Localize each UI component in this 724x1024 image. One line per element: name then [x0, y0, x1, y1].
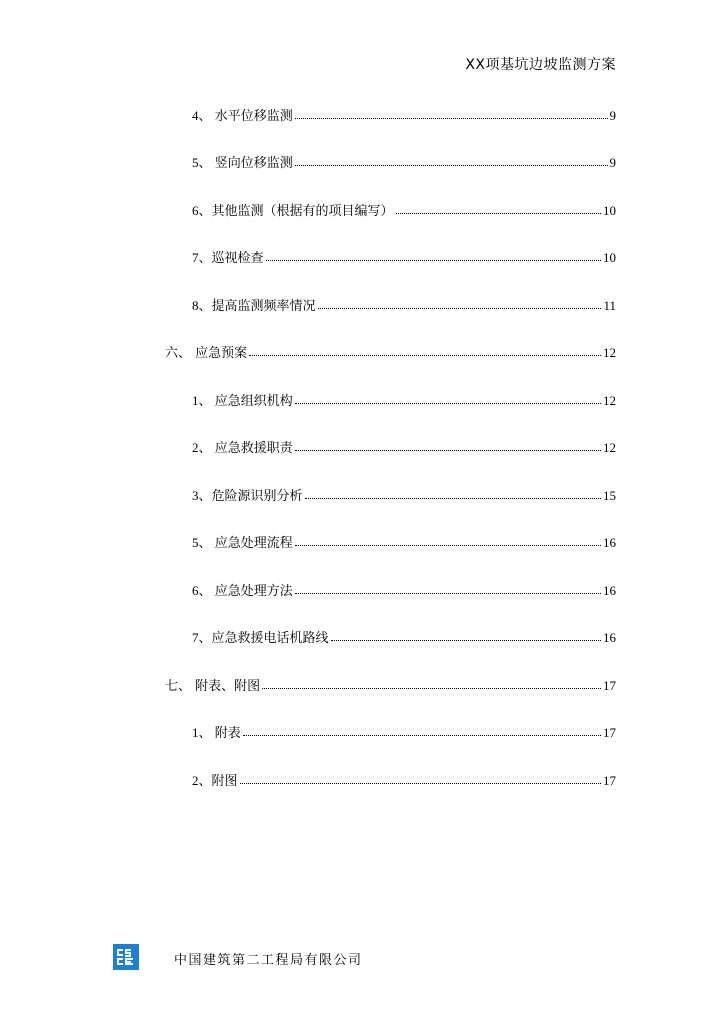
toc-leader-dots — [249, 355, 601, 356]
toc-entry-page: 11 — [603, 298, 616, 313]
toc-entry-title: 应急预案 — [195, 346, 248, 361]
toc-entry-title: 水平位移监测 — [214, 109, 293, 124]
toc-entry-number: 7、 — [192, 630, 212, 645]
header-title: XX项基坑边坡监测方案 — [465, 57, 616, 73]
cscec-logo-icon — [113, 944, 139, 970]
toc-leader-dots — [240, 783, 601, 784]
toc-entry-number: 七、 — [165, 679, 196, 694]
toc-leader-dots — [262, 688, 601, 689]
toc-entry-title: 危险源识别分析 — [211, 489, 303, 504]
toc-entry-page: 16 — [603, 535, 616, 550]
toc-entry-number: 4、 — [192, 108, 215, 123]
toc-leader-dots — [243, 735, 601, 736]
toc-entry-page: 9 — [609, 155, 616, 170]
toc-entry-number: 8、 — [192, 298, 212, 313]
toc-entry-number: 5、 — [192, 155, 215, 170]
toc-entry-number: 1、 — [192, 725, 215, 740]
toc-entry-title: 附图 — [211, 774, 238, 789]
toc-entry-page: 17 — [603, 773, 616, 788]
toc-entry[interactable] — [192, 294, 616, 314]
toc-entry-page: 17 — [603, 725, 616, 740]
toc-entry-number: 6、 — [192, 583, 215, 598]
toc-entry-title: 竖向位移监测 — [214, 156, 293, 171]
toc-entry-number: 六、 — [165, 346, 196, 361]
toc-entry-page: 16 — [603, 583, 616, 598]
toc-leader-dots — [295, 165, 608, 166]
toc-leader-dots — [318, 308, 602, 309]
toc-entry-page: 12 — [603, 345, 616, 360]
toc-entry-page: 16 — [603, 630, 616, 645]
toc-leader-dots — [295, 118, 608, 119]
toc-entry[interactable] — [192, 199, 616, 219]
toc-entry[interactable] — [192, 151, 616, 171]
toc-entry-number: 2、 — [192, 440, 215, 455]
toc-entry-title: 附表、附图 — [195, 679, 261, 694]
toc-entry-number: 5、 — [192, 535, 215, 550]
toc-entry-title: 巡视检查 — [211, 251, 264, 266]
toc-entry-number: 7、 — [192, 250, 212, 265]
toc-entry[interactable] — [192, 626, 616, 646]
toc-entry[interactable] — [165, 674, 616, 694]
toc-entry-title: 应急处理方法 — [214, 584, 293, 599]
toc-entry[interactable] — [192, 721, 616, 741]
toc-leader-dots — [295, 545, 601, 546]
toc-entry-page: 12 — [603, 440, 616, 455]
toc-entry-page: 9 — [609, 108, 616, 123]
toc-entry-page: 10 — [603, 203, 616, 218]
toc-entry-title: 应急救援电话机路线 — [211, 631, 329, 646]
toc-entry-title: 其他监测（根据有的项目编写） — [211, 204, 394, 219]
toc-entry[interactable] — [192, 769, 616, 789]
toc-entry-title: 提高监测频率情况 — [211, 299, 316, 314]
toc-entry[interactable] — [192, 389, 616, 409]
toc-entry-page: 17 — [603, 678, 616, 693]
footer-company-name: 中国建筑第二工程局有限公司 — [174, 953, 363, 968]
toc-entry-page: 12 — [603, 393, 616, 408]
toc-entry-title: 应急救援职责 — [214, 441, 293, 456]
toc-entry-number: 6、 — [192, 203, 212, 218]
toc-entry[interactable] — [192, 579, 616, 599]
toc-entry-page: 10 — [603, 250, 616, 265]
toc-entry[interactable] — [192, 436, 616, 456]
toc-entry[interactable] — [192, 104, 616, 124]
toc-leader-dots — [305, 498, 601, 499]
toc-entry-number: 3、 — [192, 488, 212, 503]
toc-entry-number: 1、 — [192, 393, 215, 408]
toc-leader-dots — [295, 403, 601, 404]
toc-leader-dots — [396, 213, 601, 214]
toc-entry-title: 应急组织机构 — [214, 394, 293, 409]
toc-entry[interactable] — [192, 531, 616, 551]
toc-leader-dots — [331, 640, 601, 641]
toc-entry-number: 2、 — [192, 773, 212, 788]
toc-entry[interactable] — [192, 484, 616, 504]
toc-entry[interactable] — [165, 341, 616, 361]
toc-leader-dots — [295, 593, 601, 594]
toc-entry-page: 15 — [603, 488, 616, 503]
toc-leader-dots — [295, 450, 601, 451]
toc-entry[interactable] — [192, 246, 616, 266]
toc-entry-title: 应急处理流程 — [214, 536, 293, 551]
toc-entry-title: 附表 — [214, 726, 241, 741]
toc-leader-dots — [266, 260, 601, 261]
